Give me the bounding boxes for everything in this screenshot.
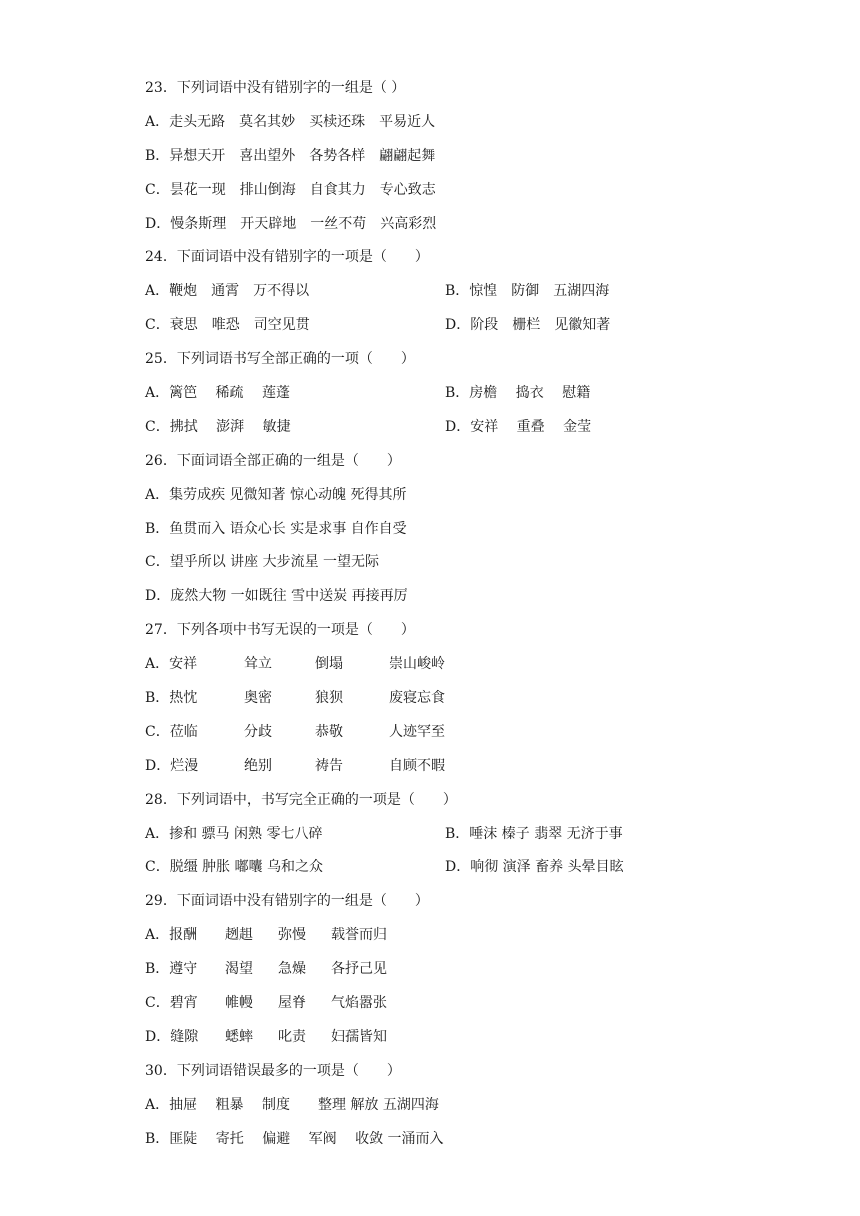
option-word: 崇山峻岭: [389, 656, 445, 673]
option-word: 弥慢: [278, 927, 306, 944]
option-word: 恭敬: [315, 723, 343, 740]
question-stem: 29．下面词语中没有错别字的一组是（ ）: [145, 893, 429, 910]
option-label-word: A．报酬: [145, 927, 198, 944]
option-row: [145, 1023, 745, 1057]
option-row: [145, 989, 745, 1023]
question-stem: 25．下列词语书写全部正确的一项（ ）: [145, 351, 415, 368]
option-word: 耸立: [244, 656, 272, 673]
option-label-word: C．碧宵: [145, 995, 198, 1012]
option-row: [145, 820, 745, 854]
option-row: [145, 311, 745, 345]
option: A．鞭炮 通霄 万不得以: [145, 283, 310, 300]
option: D．庞然大物 一如既往 雪中送炭 再接再厉: [145, 588, 408, 605]
question-stem: 27．下列各项中书写无误的一项是（ ）: [145, 622, 415, 639]
option-row: [145, 650, 745, 684]
question-stem: 26．下面词语全部正确的一组是（ ）: [145, 452, 401, 469]
option-label-word: C．莅临: [145, 723, 198, 740]
question-stem: 24．下面词语中没有错别字的一项是（ ）: [145, 249, 429, 266]
option-row: [145, 853, 745, 887]
option: A．篱笆 稀疏 莲蓬: [145, 385, 291, 402]
option: B．房檐 捣衣 慰籍: [445, 385, 591, 402]
option-word: 人迹罕至: [389, 723, 445, 740]
option-label-word: B．遵守: [145, 961, 198, 978]
option: C．昙花一现 排山倒海 自食其力 专心致志: [145, 181, 436, 198]
option: D．慢条斯理 开天辟地 一丝不苟 兴高彩烈: [145, 215, 437, 232]
option-word: 叱责: [278, 1028, 306, 1045]
option: D．安祥 重叠 金莹: [445, 418, 592, 435]
option: C．脱缰 肿胀 嘟囔 乌和之众: [145, 859, 324, 876]
option-word: 奥密: [244, 690, 272, 707]
option-word: 帷幔: [225, 995, 253, 1012]
option-label-word: D．烂漫: [145, 757, 199, 774]
option: B．惊惶 防御 五湖四海: [445, 283, 610, 300]
option-word: 倒塌: [315, 656, 343, 673]
option: D．阶段 栅栏 见徽知著: [445, 317, 611, 334]
option: A．集劳成疾 见微知著 惊心动魄 死得其所: [145, 486, 407, 503]
option-row: [145, 684, 745, 718]
option: C．拂拭 澎湃 敏捷: [145, 418, 291, 435]
option: D．响彻 演泽 畜养 头晕目眩: [445, 859, 624, 876]
option-word: 气焰嚣张: [331, 995, 387, 1012]
option: C．衰思 唯恐 司空见贯: [145, 317, 310, 334]
option: B．异想天开 喜出望外 各势各样 翩翩起舞: [145, 147, 436, 164]
option-word: 急燥: [278, 961, 306, 978]
option-row: [145, 921, 745, 955]
question-stem: 30．下列词语错误最多的一项是（ ）: [145, 1062, 401, 1079]
option-label-word: D．缝隙: [145, 1028, 199, 1045]
option: A．掺和 骠马 闲熟 零七八碎: [145, 825, 323, 842]
option: B．匪陡 寄托 偏避 军阀 收敛 一涌而入: [145, 1130, 444, 1147]
option-word: 狼狈: [315, 690, 343, 707]
option-word: 趔趄: [225, 927, 253, 944]
option-word: 自顾不暇: [389, 757, 445, 774]
option-label-word: A．安祥: [145, 656, 198, 673]
option-word: 废寝忘食: [389, 690, 445, 707]
option-row: [145, 277, 745, 311]
option-row: [145, 955, 745, 989]
option-row: [145, 413, 745, 447]
option: C．望乎所以 讲座 大步流星 一望无际: [145, 554, 380, 571]
option-word: 分歧: [244, 723, 272, 740]
option-word: 各抒己见: [331, 961, 387, 978]
option: A．抽屉 粗暴 制度 整理 解放 五湖四海: [145, 1096, 439, 1113]
option-row: [145, 752, 745, 786]
option-label-word: B．热忱: [145, 690, 198, 707]
option-word: 渴望: [225, 961, 253, 978]
option: B．鱼贯而入 语众心长 实是求事 自作自受: [145, 520, 407, 537]
question-stem: 28．下列词语中，书写完全正确的一项是（ ）: [145, 791, 457, 808]
option-row: [145, 379, 745, 413]
option-row: [145, 718, 745, 752]
option-word: 绝别: [244, 757, 272, 774]
option: B．唾沫 榛子 翡翠 无济于事: [445, 825, 623, 842]
option-word: 屋脊: [278, 995, 306, 1012]
option-word: 蟋蟀: [225, 1028, 253, 1045]
option: A．走头无路 莫名其妙 买椟还珠 平易近人: [145, 113, 436, 130]
option-word: 载誉而归: [331, 927, 387, 944]
question-list: [145, 74, 745, 1159]
option-word: 祷告: [315, 757, 343, 774]
question-stem: 23．下列词语中没有错别字的一组是（ ）: [145, 80, 406, 96]
option-word: 妇孺皆知: [331, 1028, 387, 1045]
